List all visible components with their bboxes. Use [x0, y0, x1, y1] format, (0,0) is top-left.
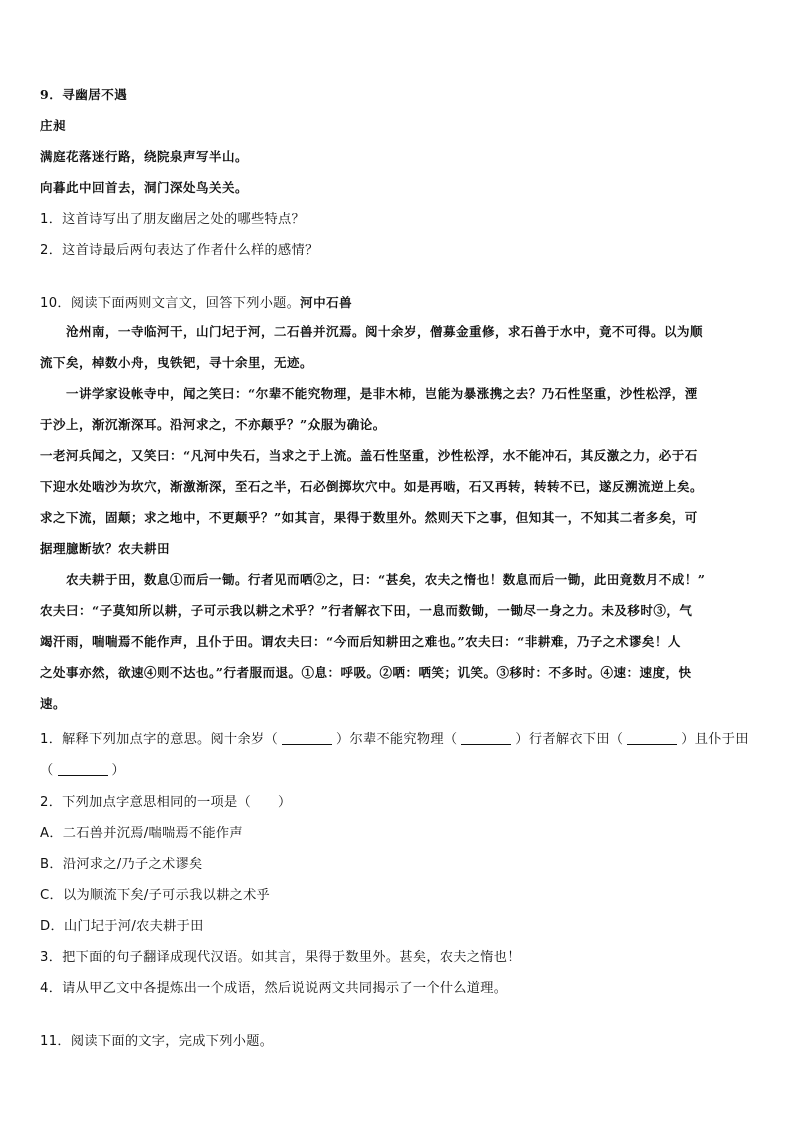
q10-sub-question-1 — [40, 728, 749, 747]
answer-blank-4[interactable] — [58, 763, 108, 776]
passage-2-line-3: 竭汗雨，喘喘焉不能作声，且仆于田。谓农夫曰：“今而后知耕田之难也。”农夫曰：“非耕难，乃子之术谬矣！人 — [40, 634, 681, 649]
passage-1-title: 河中石兽 — [300, 295, 353, 310]
passage-1-para-3-line-2: 下迎水处啮沙为坎穴，渐激渐深，至石之半，石必倒掷坎穴中。如是再啮，石又再转，转转不已，遂反溯流逆上矣。 — [40, 479, 704, 494]
q10-s1-c: ）且仆于田 — [681, 732, 749, 747]
option-c[interactable]: C．以为顺流下矣/子可示我以耕之术乎 — [40, 888, 271, 903]
passage-1-para-2-line-1: 一讲学家设帐寺中，闻之笑曰：“尔辈不能究物理，是非木杮，岂能为暴涨携之去？乃石性坚重，沙性松浮，湮 — [66, 386, 698, 401]
q9-sub-question-1: 1．这首诗写出了朋友幽居之处的哪些特点？ — [40, 212, 305, 227]
q10-sub-question-4: 4．请从甲乙文中各提炼出一个成语，然后说说两文共同揭示了一个什么道理。 — [40, 981, 508, 996]
passage-2-line-4 — [40, 663, 691, 681]
answer-blank-3[interactable] — [627, 732, 677, 745]
option-d[interactable]: D．山门圮于河/农夫耕于田 — [40, 919, 204, 934]
passage-1-para-3-line-4-text: 据理臆断欤？ — [40, 541, 119, 556]
option-b[interactable]: B．沿河求之/乃子之术谬矣 — [40, 857, 203, 872]
passage-1-para-3-line-3: 求之下流，固颠；求之地中，不更颠乎？”如其言，果得于数里外。然则天下之事，但知其一，不知其二者多矣，可 — [40, 510, 698, 525]
passage-2-notes: ①息：呼吸。②哂：哂笑；讥笑。③移时：不多时。④速：速度，快 — [301, 665, 692, 680]
passage-2-title: 农夫耕田 — [118, 541, 171, 556]
passage-1-para-1-line-1: 沧州南，一寺临河干，山门圮于河，二石兽并沉焉。阅十余岁，僧募金重修，求石兽于水中，竟不可得。以为顺 — [66, 324, 704, 339]
passage-2-line-4-text: 之处事亦然，欲速④则不达也。”行者服而退。 — [40, 665, 302, 680]
q9-author: 庄昶 — [40, 118, 67, 133]
answer-blank-1[interactable] — [282, 732, 332, 745]
passage-1-para-2-line-2: 于沙上，渐沉渐深耳。沿河求之，不亦颠乎？”众服为确论。 — [40, 417, 386, 432]
q10-heading-text: 10．阅读下面两则文言文，回答下列小题。 — [40, 296, 301, 311]
q10-sub-question-3: 3．把下面的句子翻译成现代汉语。如其言，果得于数里外。甚矣，农夫之惰也！ — [40, 950, 521, 965]
q10-s1-e: ） — [111, 763, 125, 778]
q10-sub-question-1-cont — [40, 759, 125, 778]
q9-poem-line-1: 满庭花落迷行路，绕院泉声写半山。 — [40, 149, 249, 164]
q11-heading: 11．阅读下面的文字，完成下列小题。 — [40, 1034, 274, 1049]
q10-s1-d: （ — [40, 763, 54, 778]
q10-s1-text: 1．解释下列加点字的意思。阅十余岁（ — [40, 732, 278, 747]
answer-blank-2[interactable] — [461, 732, 511, 745]
passage-1-para-3-line-1: 一老河兵闻之，又笑曰：“凡河中失石，当求之于上流。盖石性坚重，沙性松浮，水不能冲石，其反激之力，必于石 — [40, 448, 698, 463]
passage-1-para-3-line-4 — [40, 539, 170, 557]
q10-sub-question-2: 2．下列加点字意思相同的一项是（ ） — [40, 795, 292, 810]
passage-2-notes-line-2: 速。 — [40, 696, 67, 711]
q10-s1-b: ）行者解衣下田（ — [515, 732, 624, 747]
passage-2-line-1: 农夫耕于田，数息①而后一锄。行者见而哂②之，曰：“甚矣，农夫之惰也！数息而后一锄，此田竟数月不成！” — [66, 572, 706, 587]
q9-title: 9．寻幽居不遇 — [40, 87, 128, 102]
q10-s1-a: ）尔辈不能究物理（ — [335, 732, 458, 747]
q9-poem-line-2: 向暮此中回首去，洞门深处鸟关关。 — [40, 180, 249, 195]
q10-heading — [40, 292, 352, 311]
passage-2-line-2: 农夫曰：“子莫知所以耕，子可示我以耕之术乎？”行者解衣下田，一息而数锄，一锄尽一身之力。未及移时③，气 — [40, 603, 693, 618]
option-a[interactable]: A．二石兽并沉焉/喘喘焉不能作声 — [40, 826, 243, 841]
q9-sub-question-2: 2．这首诗最后两句表达了作者什么样的感情？ — [40, 243, 319, 258]
passage-1-para-1-line-2: 流下矣，棹数小舟，曳铁钯，寻十余里，无迹。 — [40, 355, 314, 370]
